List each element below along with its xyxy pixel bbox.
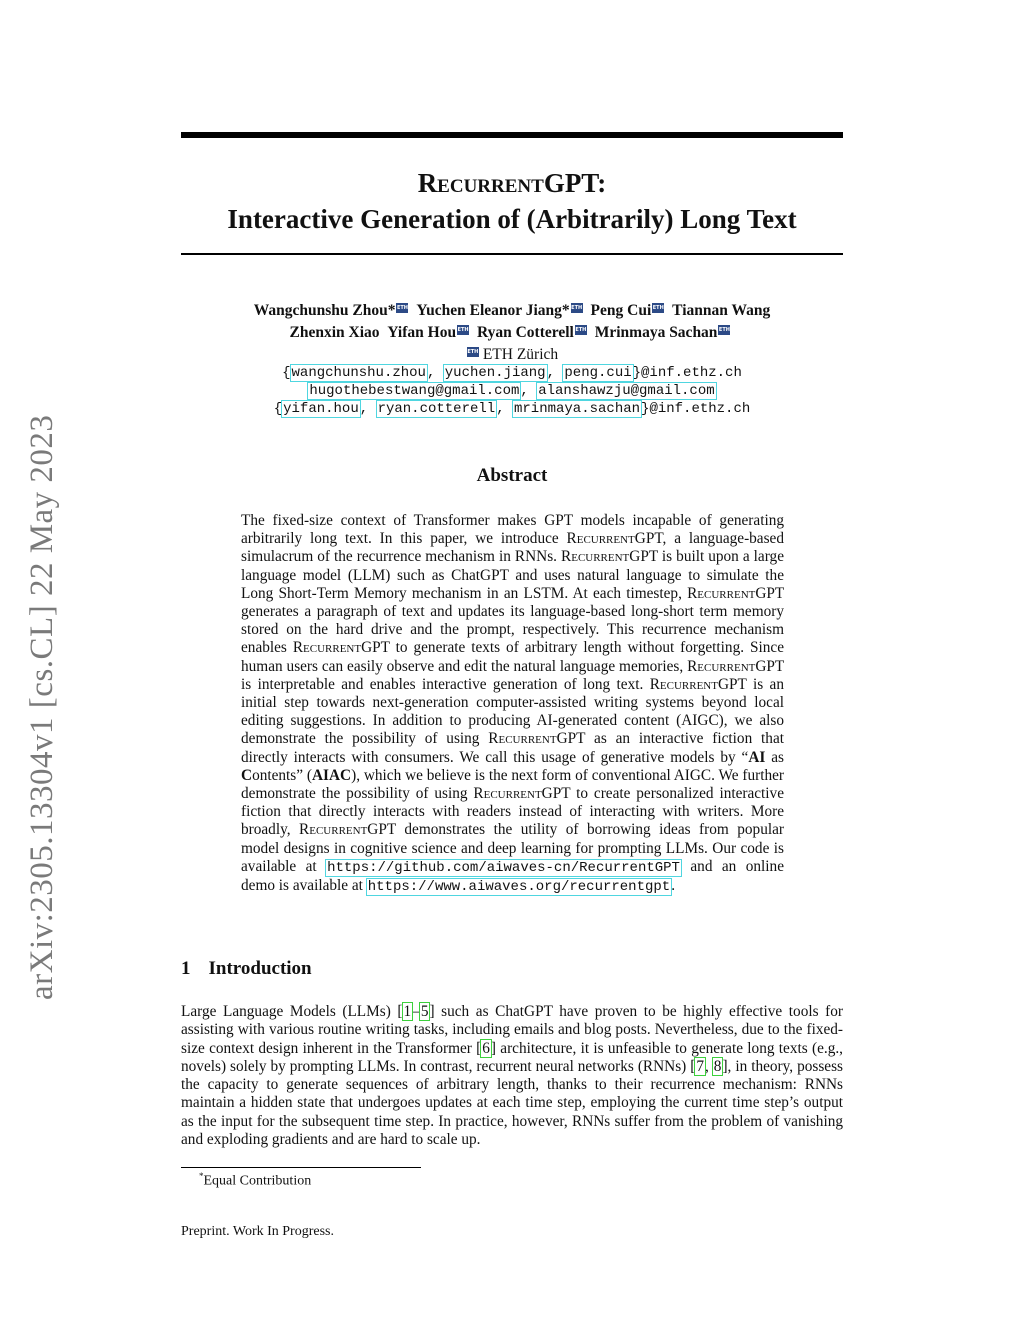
email-block [181,364,843,418]
method-name-gpt: GPT [556,730,586,748]
method-name-sc: Recurrent [687,584,756,602]
method-name-sc: Recurrent [687,657,756,675]
method-name-gpt: GPT [755,584,784,602]
email-line-1: {wangchunshu.zhou, yuchen.jiang, peng.cui}@inf.ethz.ch [282,365,742,381]
email-domain: @inf.ethz.ch [649,401,751,417]
method-name-gpt: GPT [755,657,784,675]
authors-line-2 [181,322,843,344]
abstract-text: demonstrates the utility of borrowing ideas from popular model designs in cognitive science and deep learning for prompting LLMs. Our code is available at [241,821,784,875]
author-name: Wangchunshu Zhou* [253,302,396,319]
intro-text: ] such as ChatGPT have proven to be highly effective tools for assisting with various routine writing tasks, including emails and blog posts. Nevertheless, due to the fixed-size context design inherent in the Transformer [ [181,1003,843,1057]
email-link[interactable]: mrinmaya.sachan [514,401,641,417]
title-gpt: GPT: [543,168,607,198]
title-recurrent: Recurrent [417,168,544,198]
author-name: Zhenxin Xiao [289,324,380,341]
intro-paragraph [181,1003,843,1149]
email-link[interactable]: ryan.cotterell [377,401,496,417]
abstract-text: ), which we believe is the next form of conventional AIGC. We further demonstrate the possibility of using [241,766,784,803]
method-name-sc: Recurrent [561,548,630,566]
email-domain: @inf.ethz.ch [641,365,742,381]
author-name: Yifan Hou [387,324,457,341]
abstract-text: , a language-based simulacrum of the recurrence mechanism in RNNs. [241,530,784,566]
method-name-sc: Recurrent [649,675,718,693]
abstract-text: ” ( [296,766,312,784]
method-name-gpt: GPT [634,530,663,548]
abstract-text: The fixed-size context of Transformer makes GPT models incapable of generating arbitrarily long text. In this paper, we introduce [241,512,784,548]
email-link[interactable]: yuchen.jiang [444,365,546,381]
method-name-gpt: GPT [361,639,390,657]
email-link[interactable]: yifan.hou [283,401,359,417]
citation-link[interactable]: 5 [420,1003,429,1020]
method-name-sc: Recurrent [473,785,542,803]
eth-logo-icon: ETH [396,305,408,311]
abstract-text: ontents [252,766,297,784]
email-link[interactable]: hugothebestwang@gmail.com [309,383,520,399]
eth-logo-icon: ETH [718,327,730,333]
demo-url-link[interactable]: https://www.aiwaves.org/recurrentgpt [367,879,671,896]
method-name-gpt: GPT [717,675,747,693]
author-name: Peng Cui [590,302,652,319]
emphasis-c: C [241,766,253,784]
title-line-1 [181,165,843,201]
github-url-link[interactable]: https://github.com/aiwaves-cn/RecurrentGPT [327,859,680,876]
paper-title [181,165,843,237]
section-number: 1 [181,958,191,979]
eth-logo-icon: ETH [571,305,583,311]
footnote-rule [181,1167,421,1168]
email-link[interactable]: alanshawzju@gmail.com [538,383,715,399]
authors-line-1 [181,300,843,322]
section-heading-introduction [181,958,312,980]
intro-text: Large Language Models (LLMs) [ [181,1003,403,1020]
citation-link[interactable]: 1 [403,1003,412,1020]
abstract-text: . [671,877,676,895]
section-title: Introduction [208,958,312,979]
email-line-2: hugothebestwang@gmail.com, alanshawzju@gmail.com [309,383,715,399]
method-name-gpt: GPT [629,548,658,566]
method-name-gpt: GPT [541,785,571,803]
abstract-text: is built upon a large language model (LLM) such as ChatGPT and uses natural language to simulate the Long Short-Term Memory mechanism in an LSTM. At each timestep, [241,548,784,602]
method-name-gpt: GPT [367,821,396,839]
email-line-3: {yifan.hou, ryan.cotterell, mrinmaya.sachan}@inf.ethz.ch [273,401,751,417]
emphasis-ai: AI [748,748,766,766]
eth-logo-icon: ETH [457,327,469,333]
abstract-text: is an initial step towards next-generation computer-assisted writing systems beyond local editing suggestions. In addition to producing AI-generated content (AIGC), we also demonstrate the possibility of using [241,675,784,748]
author-name: Mrinmaya Sachan [594,324,718,341]
email-link[interactable]: peng.cui [564,365,632,381]
affiliation-text: ETH Zürich [482,346,559,363]
footnote-text: Equal Contribution [203,1173,312,1189]
abstract-heading: Abstract [476,465,548,486]
title-bottom-rule [181,253,843,255]
eth-logo-icon: ETH [575,327,587,333]
footnote-mark: * [199,1171,204,1181]
citation-link[interactable]: 6 [482,1039,490,1057]
intro-text: ] architecture, it is unfeasible to generate long texts (e.g., novels) solely by prompting LLMs. In contrast, recurrent neural networks (RNNs) [ [181,1039,843,1075]
citation-link[interactable]: 7 [696,1057,704,1075]
emphasis-aiac: AIAC [312,766,352,784]
abstract-text: and an online demo is available at [241,857,784,895]
title-top-rule [181,132,843,138]
abstract-text: as [765,748,784,766]
eth-logo-icon: ETH [652,305,664,311]
email-link[interactable]: wangchunshu.zhou [291,365,426,381]
author-name: Tiannan Wang [672,302,771,319]
author-name: Ryan Cotterell [476,324,574,341]
eth-logo-icon: ETH [467,349,479,355]
intro-text: – [412,1003,420,1020]
footnote [199,1171,311,1190]
arxiv-identifier-stamp: arXiv:2305.13304v1 [cs.CL] 22 May 2023 [24,414,60,1000]
method-name-sc: Recurrent [299,821,368,839]
preprint-notice: Preprint. Work In Progress. [181,1224,334,1239]
method-name-sc: Recurrent [566,530,635,548]
abstract-paragraph [241,512,784,896]
method-name-sc: Recurrent [488,730,557,748]
intro-text: ], in theory, possess the capacity to generate sequences of arbitrary length, thanks to their recurrence mechanism: RNNs maintain a hidden state that undergoes updates at each time step, employing the current time step’s output as the input for the subsequent time step. In practice, however, RNNs suffer from the problem of vanishing and exploding gradients and are hard to scale up. [181,1057,843,1149]
author-name: Yuchen Eleanor Jiang* [416,302,570,319]
intro-text: , [705,1057,713,1075]
citation-link[interactable]: 8 [713,1057,722,1075]
abstract-text: is interpretable and enables interactive generation of long text. [241,675,650,693]
abstract-text: to generate texts of arbitrary length without forgetting. Since human users can easily observe and edit the natural language memories, [241,639,784,675]
method-name-sc: Recurrent [292,639,362,657]
affiliation-line [181,344,843,366]
abstract-text: as an interactive fiction that directly interacts with consumers. We call this usage of generative models by “ [241,730,784,766]
abstract-text: to create personalized interactive fiction that directly interacts with readers instead of interacting with writers. More broadly, [241,785,784,839]
author-block [181,300,843,344]
title-line-2: Interactive Generation of (Arbitrarily) Long Text [227,204,797,234]
abstract-text: generates a paragraph of text and updates its language-based long-short term memory stored on the hard drive and the prompt, respectively. This recurrence mechanism enables [241,603,784,657]
